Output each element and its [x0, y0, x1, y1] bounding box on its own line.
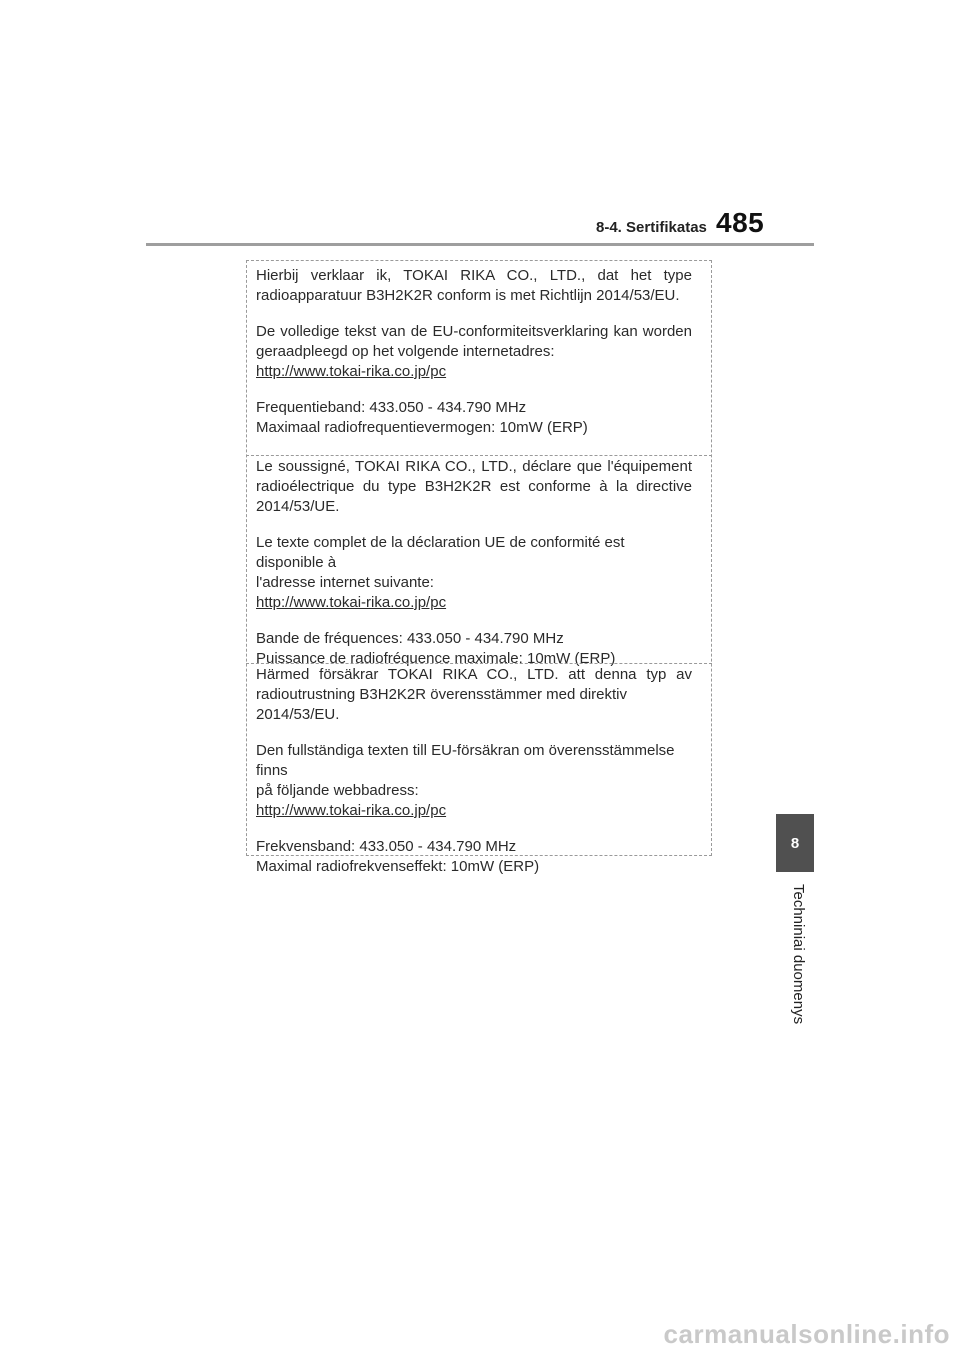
fulltext-line: på följande webbadress:	[256, 782, 419, 799]
certificate-swedish	[256, 665, 692, 877]
watermark-logo: carmanualsonline.info	[663, 1319, 950, 1349]
chapter-tab[interactable]	[776, 814, 814, 872]
declaration-line: radioutrustning B3H2K2R överensstämmer med direktiv 2014/53/EU.	[256, 686, 627, 723]
fulltext-line: Den fullständiga texten till EU-försäkran om överensstämmelse finns	[256, 742, 675, 779]
fulltext-line: De volledige tekst van de EU-conformiteitsverklaring kan worden	[256, 323, 692, 340]
frequency-band: Frequentieband: 433.050 - 434.790 MHz	[256, 399, 527, 416]
frequency-band: Bande de fréquences: 433.050 - 434.790 MHz	[256, 630, 564, 647]
declaration-url-link[interactable]: http://www.tokai-rika.co.jp/pc	[256, 363, 447, 380]
certificate-french	[256, 457, 692, 669]
declaration-line: radioapparatuur B3H2K2R conform is met Richtlijn 2014/53/EU.	[256, 287, 680, 304]
page-number: 485	[716, 207, 765, 238]
certificate-dutch	[256, 266, 692, 438]
max-power: Maximaal radiofrequentievermogen: 10mW (ERP)	[256, 419, 588, 436]
chapter-label: Techniniai duomenys	[790, 884, 807, 1025]
block-divider	[246, 455, 712, 456]
section-title: 8-4. Sertifikatas	[596, 219, 707, 236]
declaration-line: Härmed försäkrar TOKAI RIKA CO., LTD. att denna typ av	[256, 666, 692, 683]
max-power: Puissance de radiofréquence maximale: 10mW (ERP)	[256, 650, 616, 667]
declaration-url-link[interactable]: http://www.tokai-rika.co.jp/pc	[256, 594, 447, 611]
declaration-line: 2014/53/UE.	[256, 498, 340, 515]
fulltext-line: l'adresse internet suivante:	[256, 574, 434, 591]
chapter-number: 8	[790, 834, 800, 852]
fulltext-line: geraadpleegd op het volgende internetadres:	[256, 343, 555, 360]
declaration-url-link[interactable]: http://www.tokai-rika.co.jp/pc	[256, 802, 447, 819]
frequency-band: Frekvensband: 433.050 - 434.790 MHz	[256, 838, 517, 855]
declaration-line: radioélectrique du type B3H2K2R est conforme à la directive	[256, 478, 692, 495]
declaration-line: Hierbij verklaar ik, TOKAI RIKA CO., LTD., dat het type	[256, 267, 692, 284]
page-header	[0, 0, 960, 250]
fulltext-line: Le texte complet de la déclaration UE de conformité est disponible à	[256, 534, 625, 571]
header-rule	[146, 243, 814, 246]
block-divider	[246, 663, 712, 664]
max-power: Maximal radiofrekvenseffekt: 10mW (ERP)	[256, 858, 540, 875]
declaration-line: Le soussigné, TOKAI RIKA CO., LTD., déclare que l'équipement	[256, 458, 692, 475]
